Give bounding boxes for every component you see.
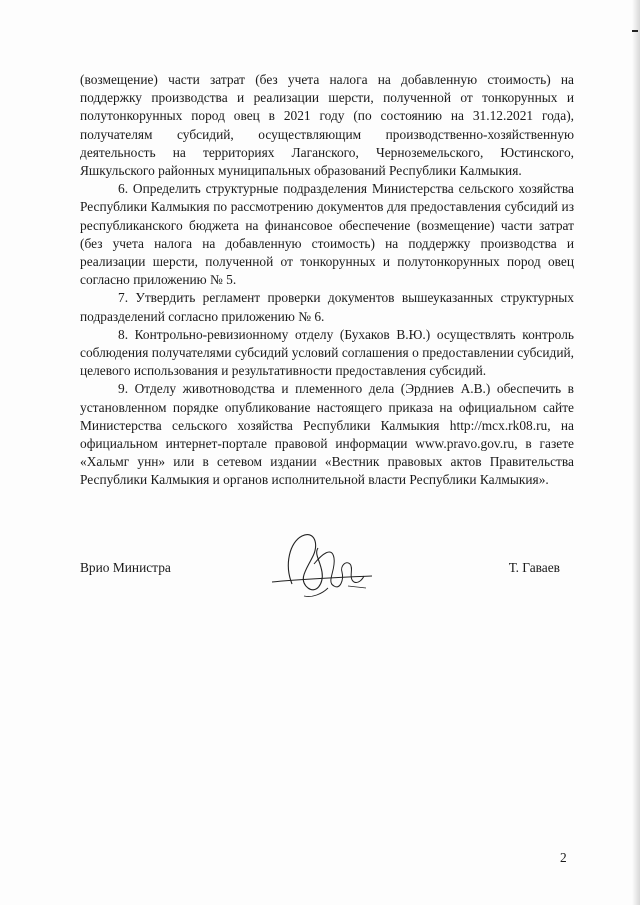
scan-edge-shadow <box>632 0 640 905</box>
paragraph-item-7: 7. Утвердить регламент проверки документов вышеуказанных структурных подразделений согласно приложению № 6. <box>80 290 574 324</box>
page-number: 2 <box>560 850 567 865</box>
paragraph-continuation: (возмещение) части затрат (без учета налога на добавленную стоимость) на поддержку производства и реализации шерсти, полученной от тонкорунных и полутонкорунных пород овец в 2021 году (по состоянию на 31.12.2021 года), получателям субсидий, осуществляющим производственно-хозяйственную деятельность на территориях Лаганского, Черноземельского, Юстинского, Яшкульского районных муниципальных образований Республики Калмыкия. <box>80 72 574 179</box>
handwritten-signature-icon <box>262 524 382 604</box>
paragraph-item-9: 9. Отделу животноводства и племенного дела (Эрдниев А.В.) обеспечить в установленном порядке опубликование настоящего приказа на официальном сайте Министерства сельского хозяйства Республики Калмыкия http://mcx.rk08.ru, на официальном интернет-портале правовой информации www.pravo.gov.ru, в газете «Хальмг унн» или в сетевом издании «Вестник правовых актов Правительства Республики Калмыкия и органов исполнительной власти Республики Калмыкия». <box>80 381 574 488</box>
paragraph-item-6: 6. Определить структурные подразделения Министерства сельского хозяйства Республики Калмыкия по рассмотрению документов для предоставления субсидий из республиканского бюджета на финансовое обеспечение (возмещение) части затрат (без учета налога на добавленную стоимость) на поддержку производства и реализации шерсти, полученной от тонкорунных и полутонкорунных пород овец согласно приложению № 5. <box>80 181 574 288</box>
scan-edge-mark <box>632 30 638 32</box>
document-body <box>80 71 574 490</box>
signer-name: Т. Гаваев <box>508 560 560 575</box>
signer-position: Врио Министра <box>80 560 171 575</box>
paragraph-item-8: 8. Контрольно-ревизионному отделу (Бухаков В.Ю.) осуществлять контроль соблюдения получателями субсидий условий соглашения о предоставлении субсидий, целевого использования и результативности предоставления субсидий. <box>80 326 574 379</box>
